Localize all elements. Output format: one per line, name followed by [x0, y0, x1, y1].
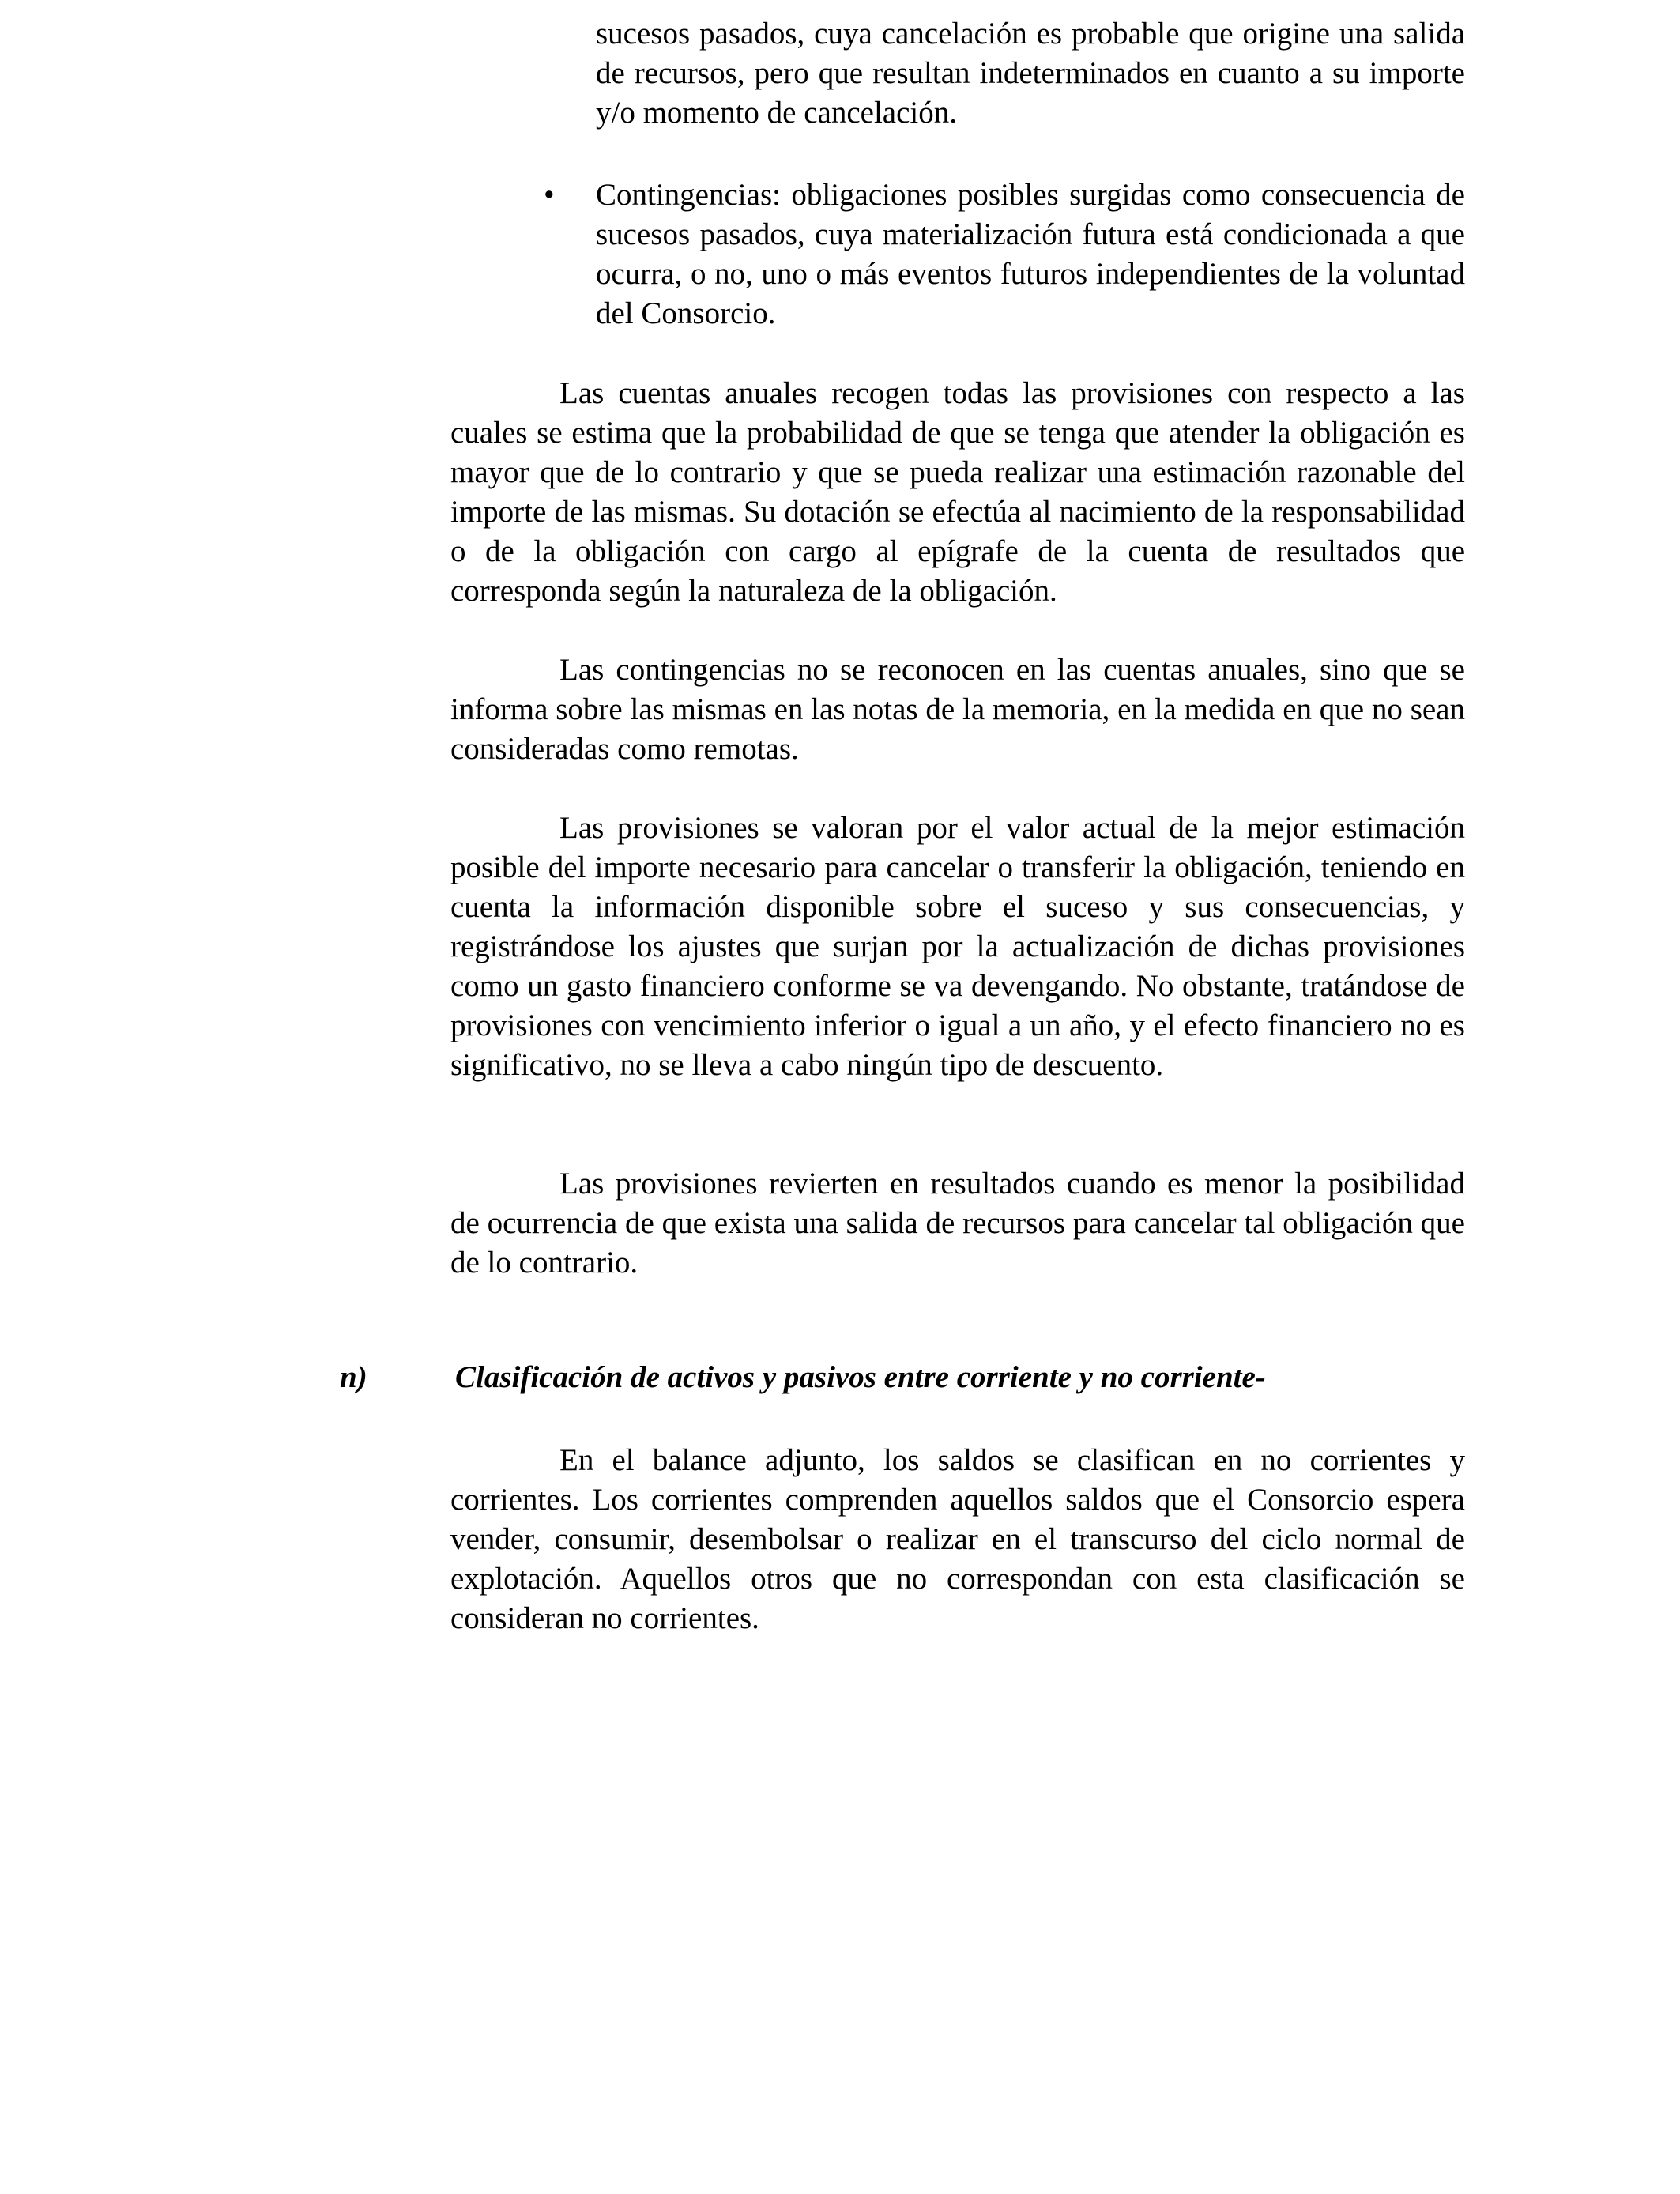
section-title: Clasificación de activos y pasivos entre corriente y no corriente-	[455, 1360, 1266, 1394]
paragraph-clasificacion: En el balance adjunto, los saldos se clasifican en no corrientes y corrientes. Los corrientes comprenden aquellos saldos que el Consorcio espera vender, consumir, desembolsar o realizar en el transcurso del ciclo normal de explotación. Aquellos otros que no correspondan con esta clasificación se consideran no corrientes.	[450, 1443, 1465, 1635]
bullet-marker: •	[544, 178, 555, 212]
paragraph-contingencias: Las contingencias no se reconocen en las cuentas anuales, sino que se informa sobre las mismas en las notas de la memoria, en la medida en que no sean consideradas como remotas.	[450, 653, 1465, 766]
section-letter: n)	[340, 1360, 367, 1394]
continuation-paragraph: sucesos pasados, cuya cancelación es probable que origine una salida de recursos, pero que resultan indeterminados en cuanto a su importe y/o momento de cancelación.	[596, 17, 1465, 130]
paragraph-reversion-provisiones: Las provisiones revierten en resultados cuando es menor la posibilidad de ocurrencia de que exista una salida de recursos para cancelar tal obligación que de lo contrario.	[450, 1167, 1465, 1280]
bullet-item-contingencias	[544, 175, 1465, 334]
bullet-text: Contingencias: obligaciones posibles surgidas como consecuencia de sucesos pasados, cuya materialización futura está condicionada a que ocurra, o no, uno o más eventos futuros independientes de la voluntad del Consorcio.	[596, 178, 1465, 330]
paragraph-valoracion-provisiones: Las provisiones se valoran por el valor actual de la mejor estimación posible del importe necesario para cancelar o transferir la obligación, teniendo en cuenta la información disponible sobre el suceso y sus consecuencias, y registrándose los ajustes que surjan por la actualización de dichas provisiones como un gasto financiero conforme se va devengando. No obstante, tratándose de provisiones con vencimiento inferior o igual a un año, y el efecto financiero no es significativo, no se lleva a cabo ningún tipo de descuento.	[450, 811, 1465, 1082]
paragraph-provisiones-recogidas: Las cuentas anuales recogen todas las provisiones con respecto a las cuales se estima que la probabilidad de que se tenga que atender la obligación es mayor que de lo contrario y que se pueda realizar una estimación razonable del importe de las mismas. Su dotación se efectúa al nacimiento de la responsabilidad o de la obligación con cargo al epígrafe de la cuenta de resultados que corresponda según la naturaleza de la obligación.	[450, 376, 1465, 608]
